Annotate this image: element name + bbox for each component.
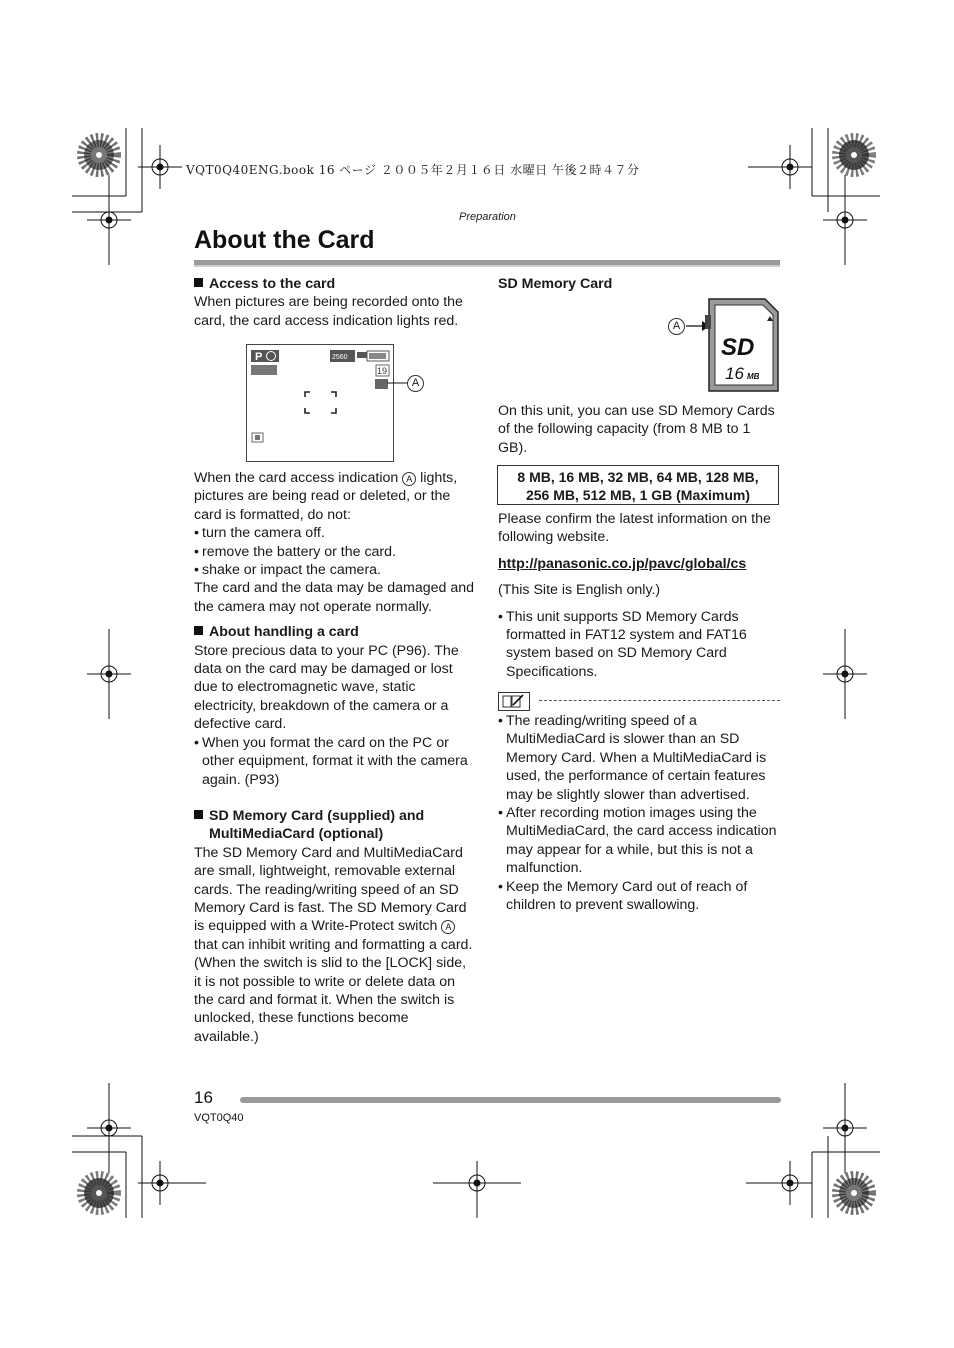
callout-arrow (387, 373, 407, 393)
warning-outro: The card and the data may be damaged and the camera may not operate normally. (194, 580, 475, 615)
square-bullet-icon (194, 626, 203, 635)
callout-a-inline: A (441, 920, 455, 934)
title-rule (194, 260, 780, 267)
lcd-screen-illustration (246, 344, 394, 462)
print-slug-header: VQT0Q40ENG.book 16 ページ ２００５年２月１６日 水曜日 午後２時４７分 (186, 163, 640, 177)
sd-card-illustration (705, 297, 780, 395)
handling-bullet: • When you format the card on the PC or other equipment, format it with the camera again. (P93) (194, 734, 476, 789)
handling-heading: About handling a card (194, 623, 476, 641)
capacity-intro: On this unit, you can use SD Memory Cards of the following capacity (from 8 MB to 1 GB). (498, 403, 775, 456)
lcd-display-icons (247, 345, 393, 461)
access-text: When pictures are being recorded onto the card, the card access indication lights red. (194, 294, 463, 329)
access-heading: Access to the card (194, 275, 476, 293)
section-label: Preparation (459, 211, 516, 223)
support-url-link[interactable]: http://panasonic.co.jp/pavc/global/cs (498, 555, 747, 572)
note-icon (498, 692, 530, 711)
handling-text: Store precious data to your PC (P96). The data on the card may be damaged or lost due to electromagnetic wave, static electricity, breakdown of the camera or a defective card. (194, 642, 459, 733)
callout-a-marker: A (668, 318, 685, 335)
warning-item: • remove the battery or the card. (194, 543, 476, 561)
sd-card-capacity: 16 (725, 364, 744, 383)
footer-rule (240, 1097, 781, 1103)
english-only-note: (This Site is English only.) (498, 582, 661, 599)
right-column-top (498, 275, 780, 293)
warning-item: • shake or impact the camera. (194, 561, 476, 579)
sd-mmc-heading: SD Memory Card (supplied) and (194, 807, 476, 825)
confirm-text: Please confirm the latest information on the following website. (498, 511, 771, 546)
capacity-intro-block (498, 402, 780, 457)
notes-list (498, 712, 780, 914)
callout-a-marker: A (407, 375, 424, 392)
lcd-mode-label: P (255, 351, 263, 363)
note-item: • The reading/writing speed of a MultiMediaCard is slower than an SD Memory Card. When a MultiMediaCard is used, the performance of certain features may be slightly slower than advertised. (498, 712, 780, 804)
page-title: About the Card (194, 226, 375, 254)
capacity-line: 8 MB, 16 MB, 32 MB, 64 MB, 128 MB, (517, 469, 759, 485)
sd-logo: SD (721, 334, 755, 361)
sd-card-unit: MB (747, 372, 760, 381)
fat-support-bullet: • This unit supports SD Memory Cards formatted in FAT12 system and FAT16 system based on SD Memory Card Specifications. (498, 608, 780, 682)
model-code: VQT0Q40 (194, 1112, 244, 1124)
sd-mmc-text: The SD Memory Card and MultiMediaCard are small, lightweight, removable external cards. The reading/writing speed of an SD Memory Card is fast. The SD Memory Card is equipped with a Write-Protect switch A that can inhibit writing and formatting a card. (When the switch is slid to the [LOCK] side, it is not possible to write or delete data on the card and format it. When the switch is unlocked, these functions become available.) (194, 844, 473, 1045)
note-item: • After recording motion images using the MultiMediaCard, the card access indication may appear for a while, but this is not a malfunction. (498, 804, 780, 878)
warning-item: • turn the camera off. (194, 524, 476, 542)
warning-intro: When the card access indication A lights, pictures are being read or deleted, or the card is formatted, do not: (194, 470, 458, 523)
square-bullet-icon (194, 278, 203, 287)
sd-card-heading: SD Memory Card (498, 276, 613, 292)
capacity-line: 256 MB, 512 MB, 1 GB (Maximum) (525, 487, 751, 503)
note-item: • Keep the Memory Card out of reach of children to prevent swallowing. (498, 878, 780, 915)
left-column-top (194, 275, 476, 330)
left-column-bottom (194, 469, 476, 1046)
right-column-middle (498, 510, 780, 681)
page-number: 16 (194, 1088, 213, 1107)
sd-mmc-heading-line2: MultiMediaCard (optional) (209, 826, 384, 843)
callout-a-inline: A (402, 472, 416, 486)
lcd-remaining-count: 19 (377, 366, 388, 376)
capacity-list-box (497, 465, 779, 505)
square-bullet-icon (194, 810, 203, 819)
lcd-resolution: 2560 (332, 354, 348, 361)
note-divider (539, 700, 780, 701)
